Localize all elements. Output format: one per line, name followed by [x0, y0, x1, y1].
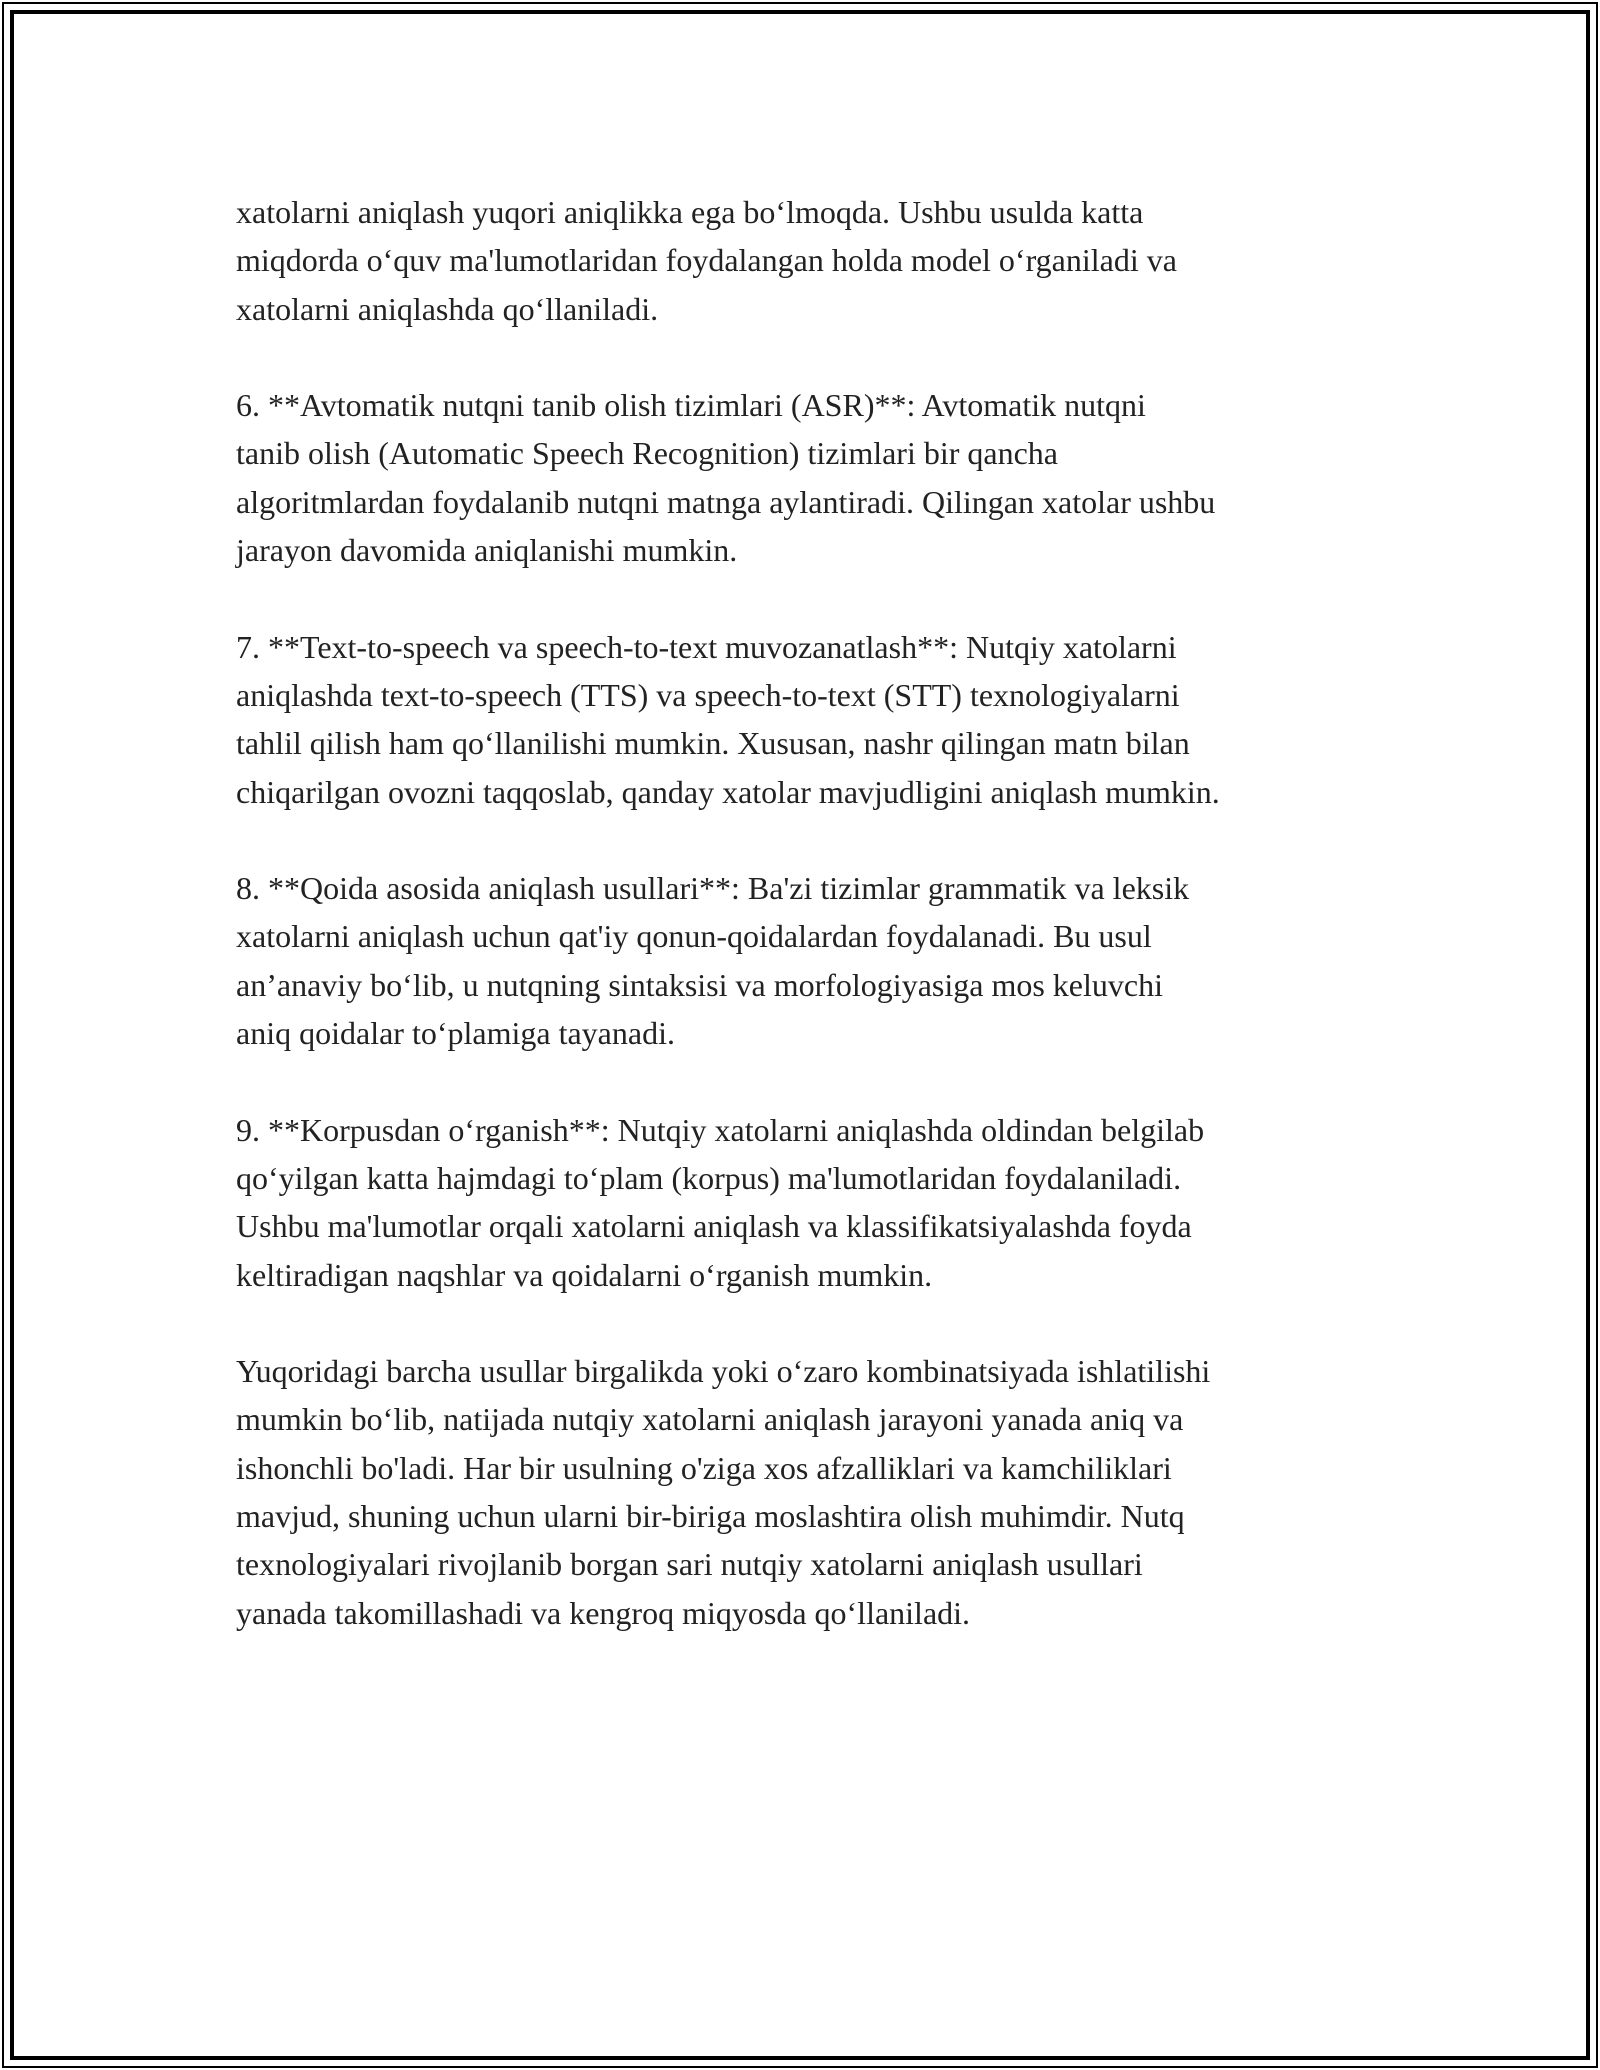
text-line: aniqlashda text-to-speech (TTS) va speech-to-text (STT) texnologiyalarni — [236, 676, 1180, 713]
text-line: qo‘yilgan katta hajmdagi to‘plam (korpus) ma'lumotlaridan foydalaniladi. — [236, 1159, 1182, 1196]
text-line: 7. **Text-to-speech va speech-to-text muvozanatlash**: Nutqiy xatolarni — [236, 628, 1177, 665]
paragraph-item-9-corpus — [236, 1106, 1376, 1299]
text-line: xatolarni aniqlashda qo‘llaniladi. — [236, 290, 659, 327]
paragraph-item-8-rule-based — [236, 864, 1376, 1057]
text-line: yanada takomillashadi va kengroq miqyosda qo‘llaniladi. — [236, 1594, 971, 1631]
text-line: Ushbu ma'lumotlar orqali xatolarni aniqlash va klassifikatsiyalashda foyda — [236, 1208, 1192, 1245]
text-line: mumkin bo‘lib, natijada nutqiy xatolarni aniqlash jarayoni yanada aniq va — [236, 1401, 1184, 1438]
text-line: keltiradigan naqshlar va qoidalarni o‘rganish mumkin. — [236, 1256, 933, 1293]
text-line: chiqarilgan ovozni taqqoslab, qanday xatolar mavjudligini aniqlash mumkin. — [236, 773, 1220, 810]
text-line: xatolarni aniqlash yuqori aniqlikka ega bo‘lmoqda. Ushbu usulda katta — [236, 194, 1144, 230]
text-line: ishonchli bo'ladi. Har bir usulning o'ziga xos afzalliklari va kamchiliklari — [236, 1449, 1172, 1486]
paragraph-continued-ml-method — [236, 188, 1376, 333]
text-line: texnologiyalari rivojlanib borgan sari nutqiy xatolarni aniqlash usullari — [236, 1546, 1143, 1583]
paragraph-conclusion — [236, 1347, 1376, 1637]
text-line: xatolarni aniqlash uchun qat'iy qonun-qoidalardan foydalanadi. Bu usul — [236, 918, 1152, 955]
text-line: 9. **Korpusdan o‘rganish**: Nutqiy xatolarni aniqlashda oldindan belgilab — [236, 1111, 1205, 1148]
text-line: aniq qoidalar to‘plamiga tayanadi. — [236, 1015, 675, 1052]
text-line: Yuqoridagi barcha usullar birgalikda yoki o‘zaro kombinatsiyada ishlatilishi — [236, 1353, 1211, 1390]
text-line: 6. **Avtomatik nutqni tanib olish tizimlari (ASR)**: Avtomatik nutqni — [236, 387, 1146, 424]
text-line: 8. **Qoida asosida aniqlash usullari**: Ba'zi tizimlar grammatik va leksik — [236, 870, 1190, 907]
text-line: mavjud, shuning uchun ularni bir-biriga moslashtira olish muhimdir. Nutq — [236, 1498, 1185, 1535]
text-line: miqdorda o‘quv ma'lumotlaridan foydalangan holda model o‘rganiladi va — [236, 242, 1177, 279]
text-line: tanib olish (Automatic Speech Recognition) tizimlari bir qancha — [236, 435, 1058, 472]
text-line: algoritmlardan foydalanib nutqni matnga aylantiradi. Qilingan xatolar ushbu — [236, 483, 1216, 520]
paragraph-item-7-tts-stt — [236, 623, 1376, 816]
text-line: jarayon davomida aniqlanishi mumkin. — [236, 532, 738, 569]
text-line: tahlil qilish ham qo‘llanilishi mumkin. Xususan, nashr qilingan matn bilan — [236, 725, 1190, 762]
paragraph-item-6-asr — [236, 381, 1376, 574]
document-body — [236, 188, 1376, 1685]
text-line: an’anaviy bo‘lib, u nutqning sintaksisi va morfologiyasiga mos keluvchi — [236, 966, 1163, 1003]
